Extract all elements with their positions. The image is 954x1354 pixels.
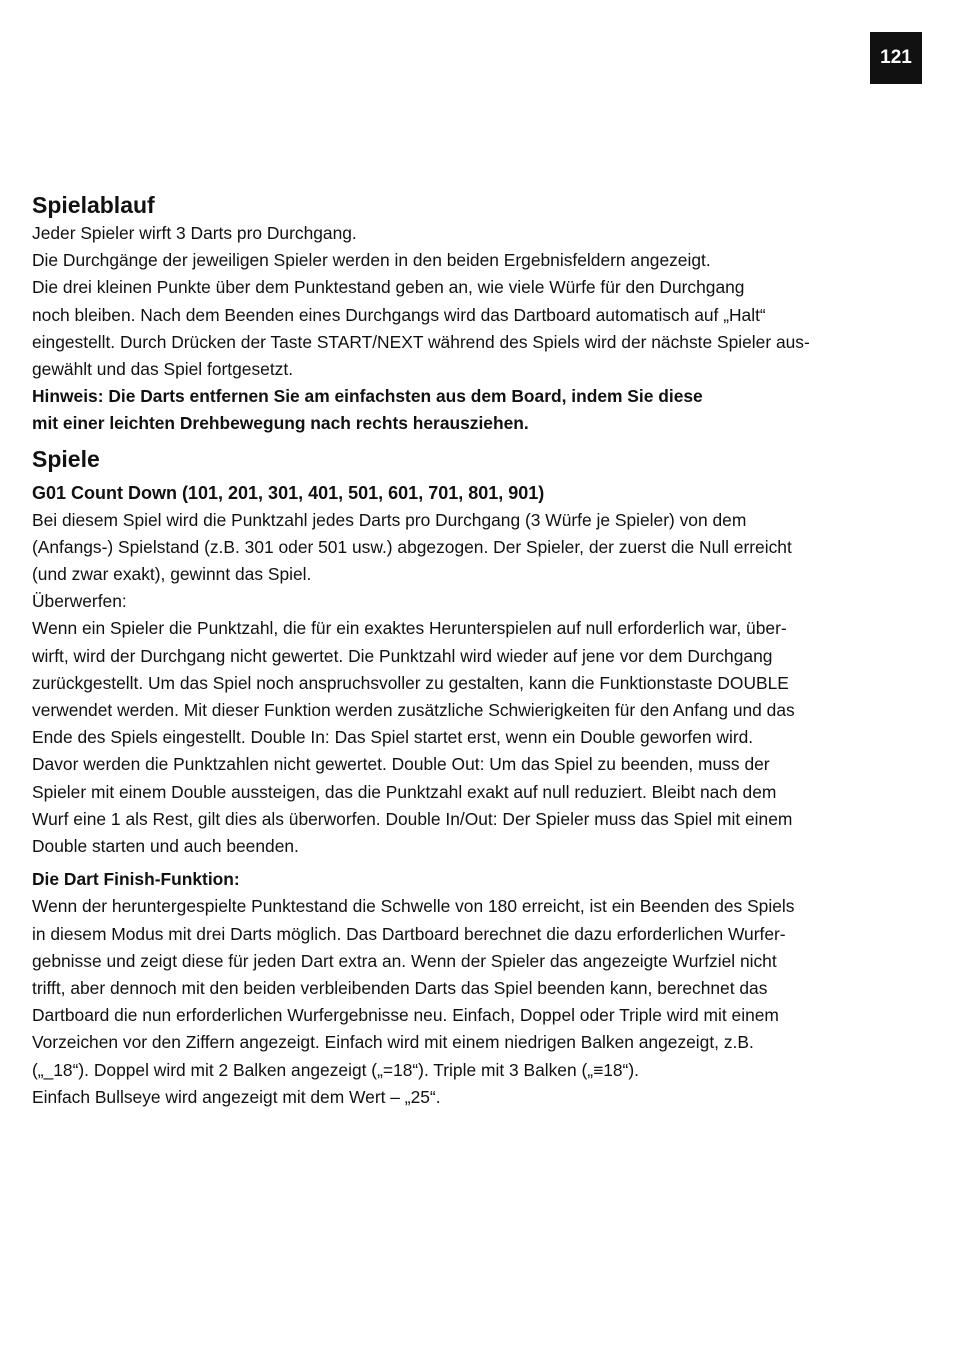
paragraph-line: eingestellt. Durch Drücken der Taste START/NEXT während des Spiels wird der nächste Spieler aus- <box>32 331 810 352</box>
paragraph-line: (und zwar exakt), gewinnt das Spiel. <box>32 564 312 585</box>
paragraph-line: gebnisse und zeigt diese für jeden Dart extra an. Wenn der Spieler das angezeigte Wurfziel nicht <box>32 950 777 971</box>
paragraph-line: in diesem Modus mit drei Darts möglich. Das Dartboard berechnet die dazu erforderlichen Wurfer- <box>32 923 786 944</box>
paragraph-line: zurückgestellt. Um das Spiel noch anspruchsvoller zu gestalten, kann die Funktionstaste DOUBLE <box>32 672 789 693</box>
paragraph-line: Double starten und auch beenden. <box>32 836 299 857</box>
paragraph-line: (Anfangs-) Spielstand (z.B. 301 oder 501 usw.) abgezogen. Der Spieler, der zuerst die Null erreicht <box>32 536 792 557</box>
paragraph-line: Bei diesem Spiel wird die Punktzahl jedes Darts pro Durchgang (3 Würfe je Spieler) von dem <box>32 509 747 530</box>
paragraph-line: Die Durchgänge der jeweiligen Spieler werden in den beiden Ergebnisfeldern angezeigt. <box>32 250 711 271</box>
paragraph-line: verwendet werden. Mit dieser Funktion werden zusätzliche Schwierigkeiten für den Anfang und das <box>32 700 795 721</box>
game-title: G01 Count Down (101, 201, 301, 401, 501, 601, 701, 801, 901) <box>32 482 545 503</box>
paragraph-line: Spieler mit einem Double aussteigen, das die Punktzahl exakt auf null reduziert. Bleibt nach dem <box>32 781 777 802</box>
paragraph-line: noch bleiben. Nach dem Beenden eines Durchgangs wird das Dartboard automatisch auf „Halt“ <box>32 304 766 325</box>
page-number: 121 <box>870 32 922 84</box>
document-body <box>32 190 920 1111</box>
section-heading-spielablauf: Spielablauf <box>32 192 155 218</box>
finish-heading: Die Dart Finish-Funktion: <box>32 869 240 890</box>
paragraph-line: Wurf eine 1 als Rest, gilt dies als überworfen. Double In/Out: Der Spieler muss das Spiel mit einem <box>32 808 793 829</box>
hint-line: Hinweis: Die Darts entfernen Sie am einfachsten aus dem Board, indem Sie diese <box>32 386 703 407</box>
paragraph-line: Davor werden die Punktzahlen nicht gewertet. Double Out: Um das Spiel zu beenden, muss der <box>32 754 770 775</box>
paragraph-line: Einfach Bullseye wird angezeigt mit dem Wert – „25“. <box>32 1086 441 1107</box>
paragraph-line: Wenn der heruntergespielte Punktestand die Schwelle von 180 erreicht, ist ein Beenden des Spiels <box>32 896 795 917</box>
paragraph-line: trifft, aber dennoch mit den beiden verbleibenden Darts das Spiel beenden kann, berechnet das <box>32 978 768 999</box>
section-heading-spiele: Spiele <box>32 445 100 472</box>
paragraph-line: Ende des Spiels eingestellt. Double In: Das Spiel startet erst, wenn ein Double geworfen wird. <box>32 727 754 748</box>
paragraph-line: Die drei kleinen Punkte über dem Punktestand geben an, wie viele Würfe für den Durchgang <box>32 277 745 298</box>
paragraph-line: Überwerfen: <box>32 591 127 612</box>
paragraph-line: gewählt und das Spiel fortgesetzt. <box>32 359 294 380</box>
paragraph-line: Vorzeichen vor den Ziffern angezeigt. Einfach wird mit einem niedrigen Balken angezeigt, z.B. <box>32 1032 754 1053</box>
hint-line: mit einer leichten Drehbewegung nach rechts herausziehen. <box>32 413 529 434</box>
paragraph-line: wirft, wird der Durchgang nicht gewertet. Die Punktzahl wird wieder auf jene vor dem Durchgang <box>32 645 773 666</box>
paragraph-line: Wenn ein Spieler die Punktzahl, die für ein exaktes Herunterspielen auf null erforderlich war, über- <box>32 618 787 639</box>
paragraph-line: („_18“). Doppel wird mit 2 Balken angezeigt („=18“). Triple mit 3 Balken („≡18“). <box>32 1059 639 1080</box>
paragraph-line: Jeder Spieler wirft 3 Darts pro Durchgang. <box>32 223 357 243</box>
paragraph-line: Dartboard die nun erforderlichen Wurfergebnisse neu. Einfach, Doppel oder Triple wird mit einem <box>32 1005 779 1026</box>
